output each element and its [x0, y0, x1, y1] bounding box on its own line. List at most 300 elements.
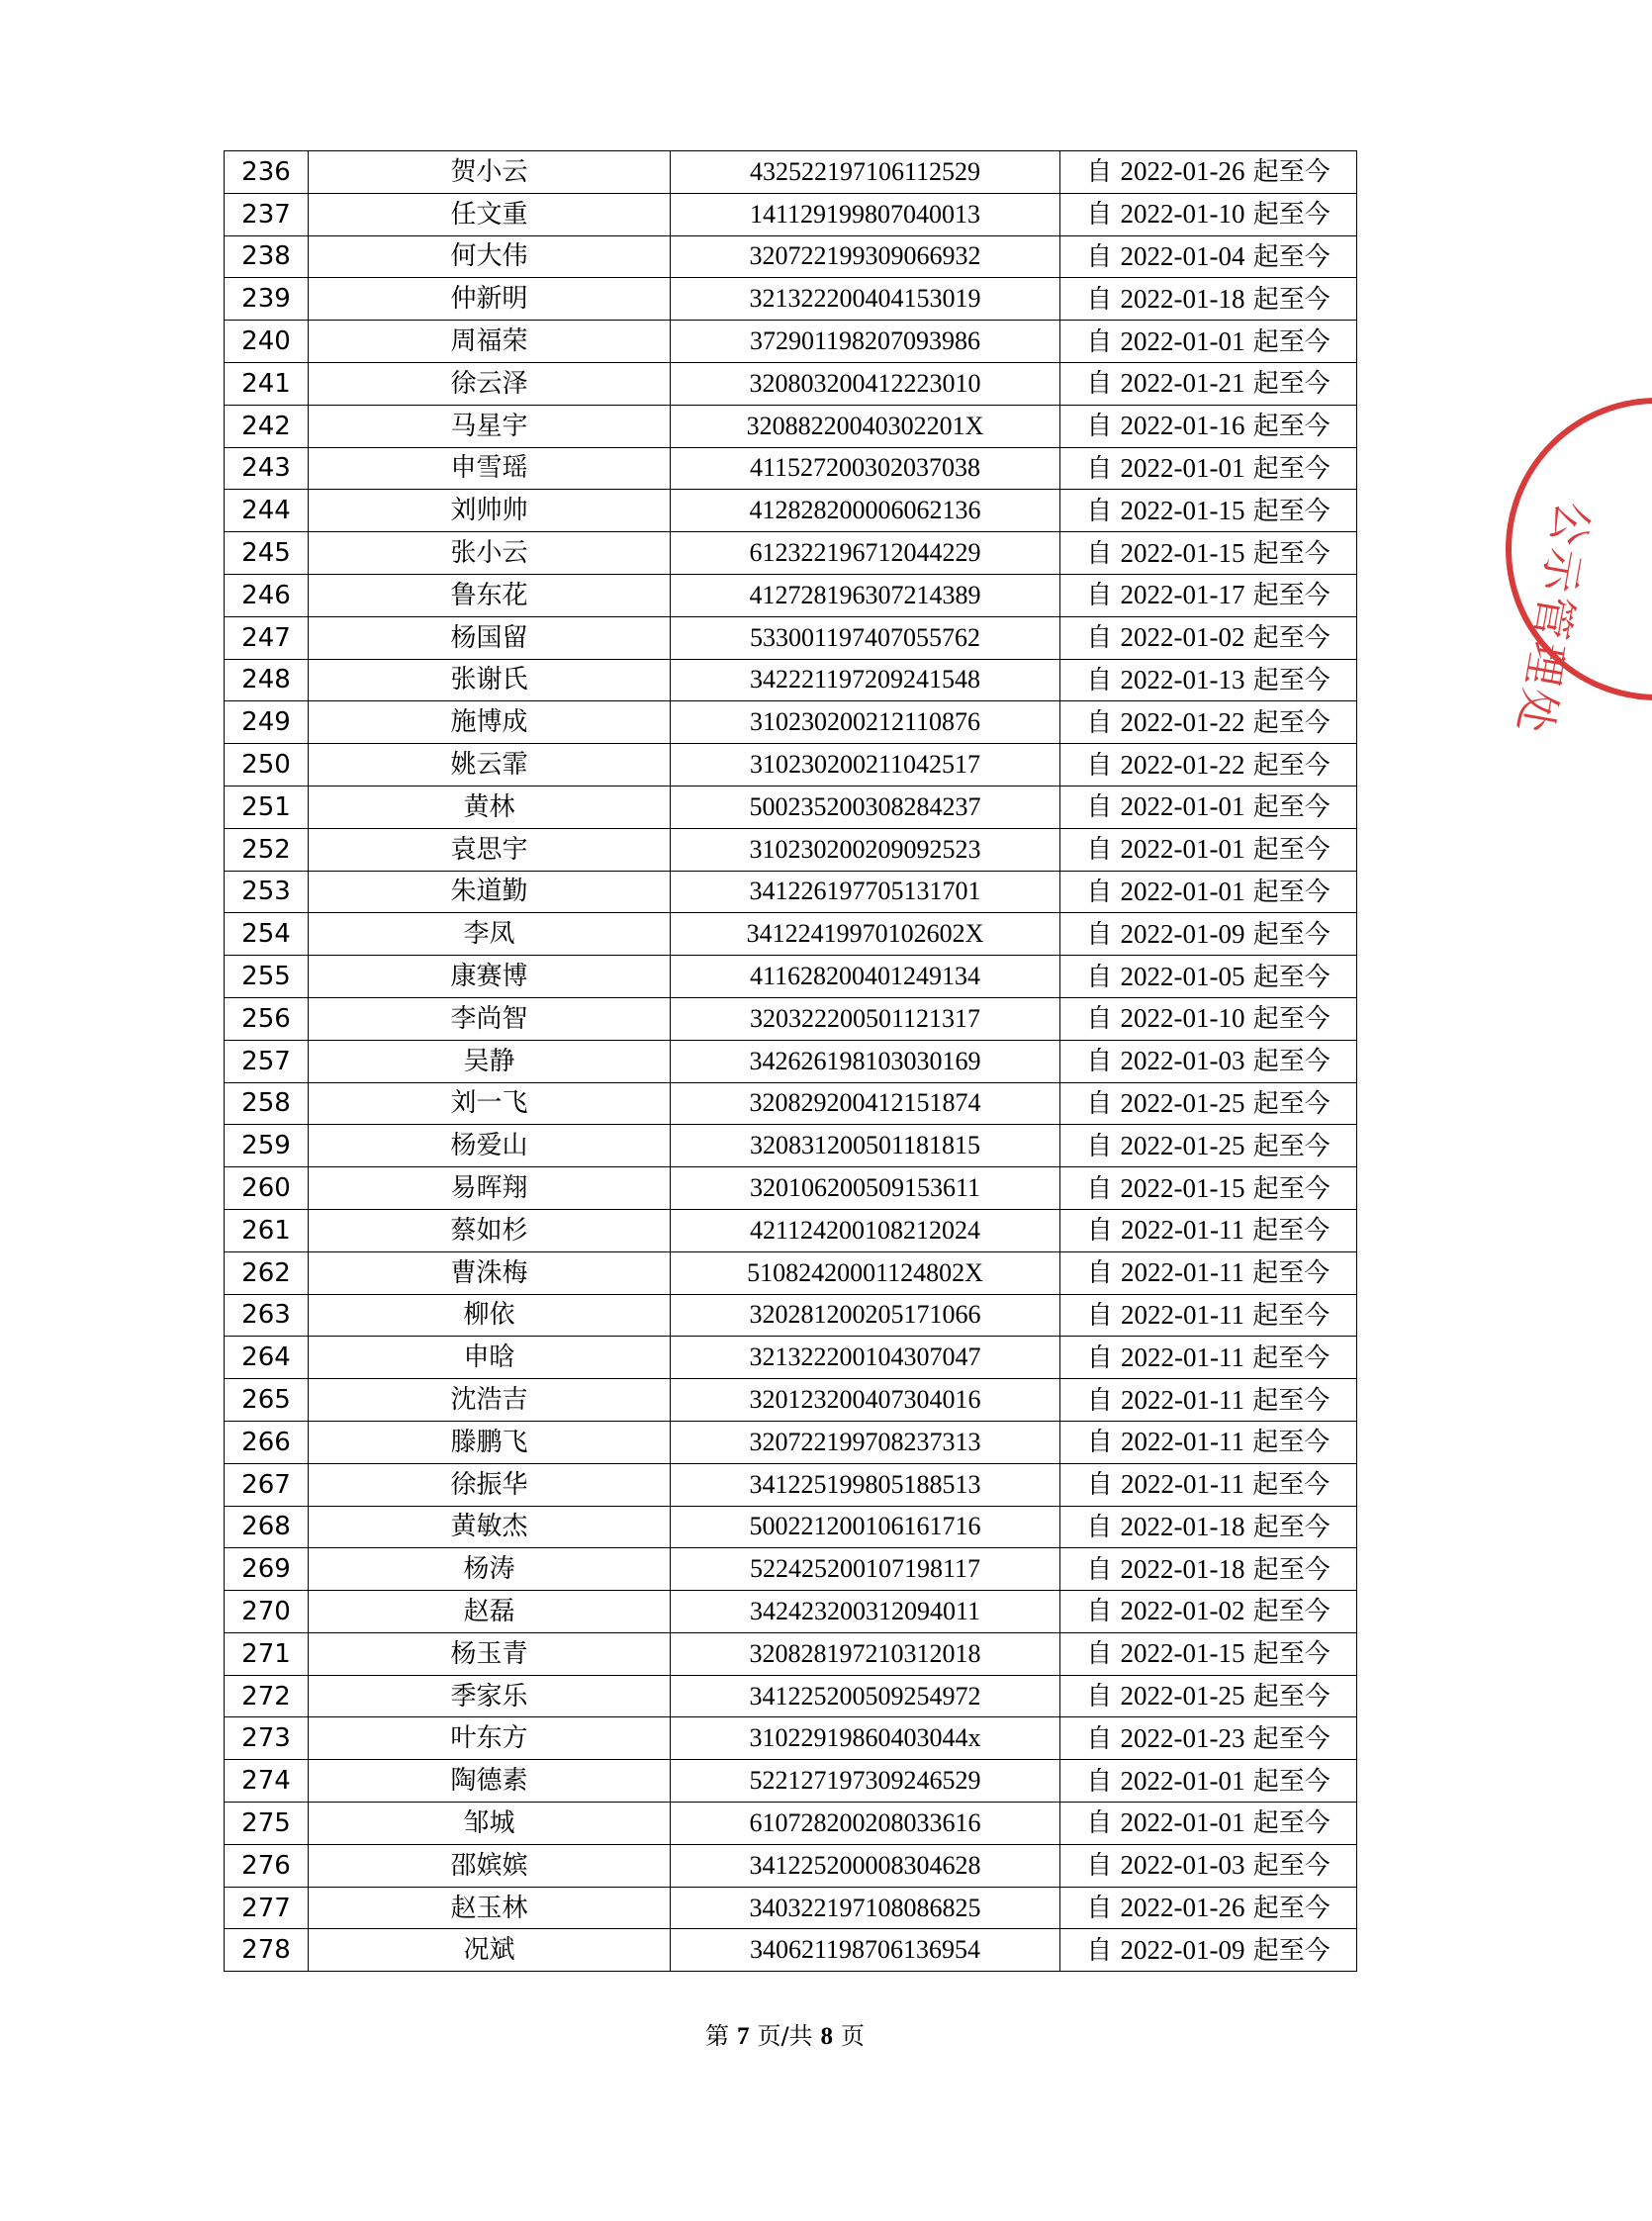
date-prefix: 自: [1086, 200, 1113, 231]
date-suffix: 起至今: [1252, 1808, 1331, 1839]
row-number: 244: [225, 490, 309, 532]
table-row: [225, 1844, 1357, 1887]
id-number: 341225200008304628: [671, 1844, 1060, 1887]
table-row: [225, 1717, 1357, 1760]
id-number: 432522197106112529: [671, 151, 1060, 194]
person-name: 杨国留: [309, 616, 671, 659]
row-number: 261: [225, 1209, 309, 1251]
date-suffix: 起至今: [1252, 581, 1331, 611]
id-number: 320322200501121317: [671, 997, 1060, 1040]
date-range: [1060, 1125, 1357, 1167]
date-range: [1060, 532, 1357, 575]
start-date: 2022-01-16: [1120, 411, 1245, 441]
row-number: 269: [225, 1548, 309, 1591]
id-number: 612322196712044229: [671, 532, 1060, 575]
date-suffix: 起至今: [1252, 1216, 1331, 1247]
start-date: 2022-01-13: [1120, 664, 1245, 694]
id-number: 342423200312094011: [671, 1591, 1060, 1633]
person-name: 陶德素: [309, 1760, 671, 1803]
table-row: [225, 1294, 1357, 1337]
date-range: [1060, 1717, 1357, 1760]
person-name: 鲁东花: [309, 574, 671, 616]
row-number: 262: [225, 1251, 309, 1294]
table-row: [225, 1506, 1357, 1548]
date-suffix: 起至今: [1252, 1428, 1331, 1458]
date-range: [1060, 997, 1357, 1040]
date-prefix: 自: [1086, 962, 1113, 992]
table-row: [225, 1337, 1357, 1379]
date-prefix: 自: [1086, 538, 1113, 569]
current-page-number: 7: [736, 2023, 750, 2050]
id-number: 411628200401249134: [671, 956, 1060, 998]
start-date: 2022-01-15: [1120, 537, 1245, 568]
date-suffix: 起至今: [1252, 1723, 1331, 1754]
date-range: [1060, 321, 1357, 363]
row-number: 278: [225, 1929, 309, 1972]
person-name: 施博成: [309, 701, 671, 744]
id-number: 500221200106161716: [671, 1506, 1060, 1548]
row-number: 250: [225, 744, 309, 787]
date-suffix: 起至今: [1252, 877, 1331, 907]
start-date: 2022-01-04: [1120, 240, 1245, 271]
row-number: 276: [225, 1844, 309, 1887]
id-number: 421124200108212024: [671, 1209, 1060, 1251]
date-range: [1060, 786, 1357, 828]
id-number: 141129199807040013: [671, 193, 1060, 235]
start-date: 2022-01-01: [1120, 452, 1245, 483]
id-number: 411527200302037038: [671, 447, 1060, 490]
footer-middle: 页/共: [757, 2022, 813, 2050]
id-number: 412728196307214389: [671, 574, 1060, 616]
row-number: 268: [225, 1506, 309, 1548]
person-name: 康赛博: [309, 956, 671, 998]
date-suffix: 起至今: [1252, 623, 1331, 654]
date-range: [1060, 447, 1357, 490]
date-range: [1060, 659, 1357, 701]
table-row: [225, 1125, 1357, 1167]
roster-body: [225, 151, 1357, 1972]
row-number: 251: [225, 786, 309, 828]
id-number: 372901198207093986: [671, 321, 1060, 363]
date-range: [1060, 1251, 1357, 1294]
date-prefix: 自: [1086, 1808, 1113, 1839]
row-number: 243: [225, 447, 309, 490]
start-date: 2022-01-11: [1121, 1469, 1244, 1500]
person-name: 况斌: [309, 1929, 671, 1972]
table-row: [225, 278, 1357, 321]
start-date: 2022-01-02: [1120, 1596, 1245, 1626]
date-suffix: 起至今: [1252, 1766, 1331, 1797]
row-number: 267: [225, 1463, 309, 1506]
row-number: 255: [225, 956, 309, 998]
row-number: 259: [225, 1125, 309, 1167]
date-prefix: 自: [1086, 1385, 1113, 1416]
row-number: 241: [225, 362, 309, 405]
id-number: 34122419970102602X: [671, 913, 1060, 956]
id-number: 320281200205171066: [671, 1294, 1060, 1337]
date-prefix: 自: [1086, 1851, 1113, 1882]
row-number: 264: [225, 1337, 309, 1379]
row-number: 239: [225, 278, 309, 321]
start-date: 2022-01-09: [1120, 918, 1245, 949]
date-range: [1060, 1379, 1357, 1422]
date-suffix: 起至今: [1252, 1131, 1331, 1161]
date-prefix: 自: [1086, 1682, 1113, 1712]
date-suffix: 起至今: [1252, 1258, 1331, 1289]
id-number: 341226197705131701: [671, 871, 1060, 913]
date-range: [1060, 828, 1357, 871]
person-name: 杨涛: [309, 1548, 671, 1591]
date-prefix: 自: [1086, 581, 1113, 611]
table-row: [225, 362, 1357, 405]
row-number: 263: [225, 1294, 309, 1337]
start-date: 2022-01-15: [1120, 1172, 1245, 1203]
page-footer: [0, 2016, 1570, 2051]
start-date: 2022-01-18: [1120, 1511, 1245, 1541]
person-name: 张谢氏: [309, 659, 671, 701]
date-suffix: 起至今: [1252, 835, 1331, 866]
start-date: 2022-01-01: [1120, 1807, 1245, 1838]
start-date: 2022-01-03: [1120, 1046, 1245, 1076]
id-number: 341225200509254972: [671, 1675, 1060, 1717]
id-number: 321322200404153019: [671, 278, 1060, 321]
start-date: 2022-01-17: [1120, 580, 1245, 610]
date-suffix: 起至今: [1252, 1173, 1331, 1204]
table-row: [225, 828, 1357, 871]
row-number: 240: [225, 321, 309, 363]
id-number: 31022919860403044x: [671, 1717, 1060, 1760]
date-suffix: 起至今: [1252, 1639, 1331, 1670]
date-range: [1060, 1082, 1357, 1125]
table-row: [225, 193, 1357, 235]
row-number: 238: [225, 235, 309, 278]
row-number: 236: [225, 151, 309, 194]
person-name: 黄林: [309, 786, 671, 828]
table-row: [225, 956, 1357, 998]
date-suffix: 起至今: [1252, 1047, 1331, 1077]
date-range: [1060, 1421, 1357, 1463]
table-row: [225, 321, 1357, 363]
start-date: 2022-01-26: [1120, 156, 1245, 187]
start-date: 2022-01-10: [1120, 199, 1245, 230]
date-range: [1060, 1463, 1357, 1506]
row-number: 248: [225, 659, 309, 701]
date-prefix: 自: [1086, 835, 1113, 866]
date-range: [1060, 744, 1357, 787]
date-prefix: 自: [1086, 1004, 1113, 1035]
table-row: [225, 151, 1357, 194]
row-number: 242: [225, 405, 309, 447]
table-row: [225, 786, 1357, 828]
table-row: [225, 913, 1357, 956]
row-number: 277: [225, 1887, 309, 1929]
date-prefix: 自: [1086, 1470, 1113, 1501]
start-date: 2022-01-22: [1120, 706, 1245, 737]
date-prefix: 自: [1086, 241, 1113, 272]
date-suffix: 起至今: [1252, 157, 1331, 188]
date-suffix: 起至今: [1252, 241, 1331, 272]
date-suffix: 起至今: [1252, 1935, 1331, 1966]
date-prefix: 自: [1086, 1597, 1113, 1627]
date-suffix: 起至今: [1252, 1385, 1331, 1416]
table-row: [225, 616, 1357, 659]
person-name: 马星宇: [309, 405, 671, 447]
start-date: 2022-01-18: [1120, 283, 1245, 314]
start-date: 2022-01-11: [1121, 1427, 1244, 1457]
date-prefix: 自: [1086, 1512, 1113, 1542]
date-range: [1060, 1548, 1357, 1591]
table-row: [225, 701, 1357, 744]
date-prefix: 自: [1086, 1723, 1113, 1754]
date-suffix: 起至今: [1252, 1342, 1331, 1373]
row-number: 257: [225, 1040, 309, 1082]
person-name: 申晗: [309, 1337, 671, 1379]
person-name: 易晖翔: [309, 1167, 671, 1210]
person-name: 周福荣: [309, 321, 671, 363]
start-date: 2022-01-26: [1120, 1893, 1245, 1923]
date-range: [1060, 362, 1357, 405]
date-range: [1060, 574, 1357, 616]
date-prefix: 自: [1086, 877, 1113, 907]
date-prefix: 自: [1086, 1173, 1113, 1204]
start-date: 2022-01-09: [1120, 1934, 1245, 1965]
table-row: [225, 447, 1357, 490]
person-name: 徐云泽: [309, 362, 671, 405]
red-seal-stamp: [1484, 396, 1652, 741]
start-date: 2022-01-10: [1120, 1003, 1245, 1034]
date-suffix: 起至今: [1252, 750, 1331, 781]
date-range: [1060, 701, 1357, 744]
table-row: [225, 1379, 1357, 1422]
id-number: 320123200407304016: [671, 1379, 1060, 1422]
id-number: 320722199708237313: [671, 1421, 1060, 1463]
person-name: 何大伟: [309, 235, 671, 278]
person-name: 李尚智: [309, 997, 671, 1040]
date-range: [1060, 1591, 1357, 1633]
start-date: 2022-01-01: [1120, 834, 1245, 865]
date-range: [1060, 1844, 1357, 1887]
date-range: [1060, 1803, 1357, 1845]
table-row: [225, 997, 1357, 1040]
date-range: [1060, 1506, 1357, 1548]
person-name: 黄敏杰: [309, 1506, 671, 1548]
table-row: [225, 1167, 1357, 1210]
row-number: 273: [225, 1717, 309, 1760]
start-date: 2022-01-25: [1120, 1087, 1245, 1118]
date-range: [1060, 151, 1357, 194]
id-number: 522127197309246529: [671, 1760, 1060, 1803]
id-number: 320829200412151874: [671, 1082, 1060, 1125]
date-prefix: 自: [1086, 1088, 1113, 1119]
date-prefix: 自: [1086, 1300, 1113, 1331]
date-suffix: 起至今: [1252, 792, 1331, 823]
start-date: 2022-01-03: [1120, 1850, 1245, 1881]
person-name: 滕鹏飞: [309, 1421, 671, 1463]
table-row: [225, 405, 1357, 447]
date-prefix: 自: [1086, 665, 1113, 695]
date-range: [1060, 193, 1357, 235]
footer-prefix: 第: [704, 2022, 729, 2050]
id-number: 522425200107198117: [671, 1548, 1060, 1591]
date-range: [1060, 1887, 1357, 1929]
person-name: 张小云: [309, 532, 671, 575]
date-prefix: 自: [1086, 326, 1113, 357]
table-row: [225, 1251, 1357, 1294]
table-row: [225, 659, 1357, 701]
date-suffix: 起至今: [1252, 538, 1331, 569]
date-suffix: 起至今: [1252, 369, 1331, 400]
date-range: [1060, 1675, 1357, 1717]
person-name: 邹城: [309, 1803, 671, 1845]
row-number: 249: [225, 701, 309, 744]
start-date: 2022-01-11: [1121, 1384, 1244, 1415]
table-row: [225, 1675, 1357, 1717]
id-number: 310230200209092523: [671, 828, 1060, 871]
roster-table: [224, 150, 1357, 1972]
start-date: 2022-01-25: [1120, 1130, 1245, 1160]
person-name: 蔡如杉: [309, 1209, 671, 1251]
date-suffix: 起至今: [1252, 453, 1331, 484]
date-prefix: 自: [1086, 1342, 1113, 1373]
date-suffix: 起至今: [1252, 1682, 1331, 1712]
table-row: [225, 1209, 1357, 1251]
person-name: 吴静: [309, 1040, 671, 1082]
date-suffix: 起至今: [1252, 707, 1331, 738]
date-prefix: 自: [1086, 369, 1113, 400]
table-row: [225, 744, 1357, 787]
date-prefix: 自: [1086, 1639, 1113, 1670]
start-date: 2022-01-15: [1120, 495, 1245, 525]
date-range: [1060, 1337, 1357, 1379]
person-name: 邵嫔嫔: [309, 1844, 671, 1887]
date-suffix: 起至今: [1252, 326, 1331, 357]
id-number: 320828197210312018: [671, 1632, 1060, 1675]
date-range: [1060, 405, 1357, 447]
row-number: 274: [225, 1760, 309, 1803]
date-prefix: 自: [1086, 1935, 1113, 1966]
person-name: 杨玉青: [309, 1632, 671, 1675]
date-range: [1060, 956, 1357, 998]
date-range: [1060, 1929, 1357, 1972]
table-row: [225, 235, 1357, 278]
row-number: 237: [225, 193, 309, 235]
table-row: [225, 1591, 1357, 1633]
person-name: 徐振华: [309, 1463, 671, 1506]
row-number: 253: [225, 871, 309, 913]
date-suffix: 起至今: [1252, 1300, 1331, 1331]
date-prefix: 自: [1086, 1216, 1113, 1247]
footer-suffix: 页: [841, 2022, 866, 2050]
start-date: 2022-01-01: [1120, 325, 1245, 356]
row-number: 272: [225, 1675, 309, 1717]
date-prefix: 自: [1086, 1131, 1113, 1161]
row-number: 260: [225, 1167, 309, 1210]
person-name: 申雪瑶: [309, 447, 671, 490]
person-name: 李凤: [309, 913, 671, 956]
person-name: 曹洙梅: [309, 1251, 671, 1294]
id-number: 320722199309066932: [671, 235, 1060, 278]
row-number: 266: [225, 1421, 309, 1463]
date-prefix: 自: [1086, 496, 1113, 526]
svg-text:公示管理处: 公示管理处: [1507, 498, 1599, 741]
date-suffix: 起至今: [1252, 665, 1331, 695]
date-range: [1060, 1632, 1357, 1675]
date-suffix: 起至今: [1252, 1088, 1331, 1119]
date-range: [1060, 1040, 1357, 1082]
table-row: [225, 1632, 1357, 1675]
id-number: 320106200509153611: [671, 1167, 1060, 1210]
id-number: 500235200308284237: [671, 786, 1060, 828]
table-row: [225, 1929, 1357, 1972]
id-number: 310230200211042517: [671, 744, 1060, 787]
date-suffix: 起至今: [1252, 496, 1331, 526]
start-date: 2022-01-22: [1120, 749, 1245, 780]
date-prefix: 自: [1086, 792, 1113, 823]
table-row: [225, 490, 1357, 532]
date-prefix: 自: [1086, 623, 1113, 654]
id-number: 340322197108086825: [671, 1887, 1060, 1929]
id-number: 32088220040302201X: [671, 405, 1060, 447]
table-row: [225, 1887, 1357, 1929]
date-suffix: 起至今: [1252, 284, 1331, 315]
date-suffix: 起至今: [1252, 1597, 1331, 1627]
date-suffix: 起至今: [1252, 919, 1331, 950]
start-date: 2022-01-21: [1120, 368, 1245, 399]
id-number: 412828200006062136: [671, 490, 1060, 532]
id-number: 610728200208033616: [671, 1803, 1060, 1845]
start-date: 2022-01-11: [1121, 1215, 1244, 1246]
id-number: 320803200412223010: [671, 362, 1060, 405]
date-suffix: 起至今: [1252, 1004, 1331, 1035]
row-number: 270: [225, 1591, 309, 1633]
date-suffix: 起至今: [1252, 1894, 1331, 1924]
start-date: 2022-01-01: [1120, 791, 1245, 822]
date-prefix: 自: [1086, 1894, 1113, 1924]
table-row: [225, 1082, 1357, 1125]
row-number: 275: [225, 1803, 309, 1845]
person-name: 姚云霏: [309, 744, 671, 787]
person-name: 仲新明: [309, 278, 671, 321]
start-date: 2022-01-01: [1120, 876, 1245, 906]
table-row: [225, 532, 1357, 575]
start-date: 2022-01-25: [1120, 1681, 1245, 1712]
start-date: 2022-01-02: [1120, 622, 1245, 653]
date-range: [1060, 1167, 1357, 1210]
id-number: 340621198706136954: [671, 1929, 1060, 1972]
row-number: 256: [225, 997, 309, 1040]
date-prefix: 自: [1086, 1258, 1113, 1289]
date-range: [1060, 278, 1357, 321]
table-row: [225, 1040, 1357, 1082]
start-date: 2022-01-11: [1121, 1342, 1244, 1372]
id-number: 342221197209241548: [671, 659, 1060, 701]
start-date: 2022-01-05: [1120, 961, 1245, 991]
date-suffix: 起至今: [1252, 1470, 1331, 1501]
row-number: 245: [225, 532, 309, 575]
date-prefix: 自: [1086, 1554, 1113, 1585]
id-number: 51082420001124802X: [671, 1251, 1060, 1294]
date-range: [1060, 913, 1357, 956]
id-number: 341225199805188513: [671, 1463, 1060, 1506]
date-range: [1060, 1294, 1357, 1337]
date-suffix: 起至今: [1252, 412, 1331, 442]
person-name: 赵玉林: [309, 1887, 671, 1929]
row-number: 246: [225, 574, 309, 616]
date-prefix: 自: [1086, 412, 1113, 442]
date-range: [1060, 1760, 1357, 1803]
id-number: 321322200104307047: [671, 1337, 1060, 1379]
id-number: 320831200501181815: [671, 1125, 1060, 1167]
